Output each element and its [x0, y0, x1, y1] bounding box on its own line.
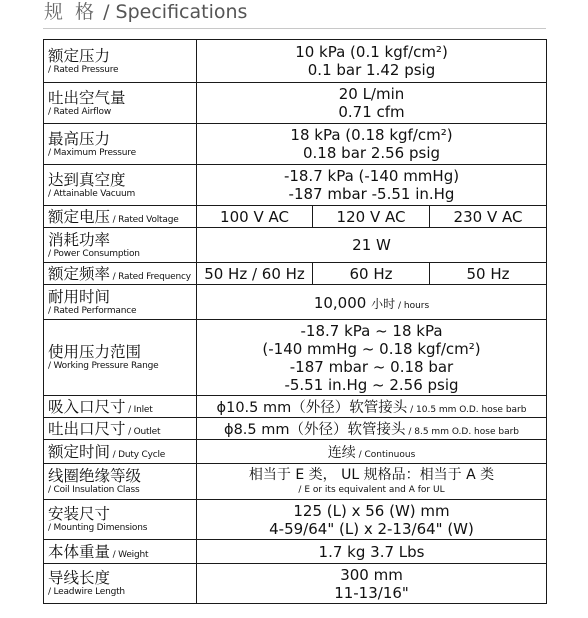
- table-row: [44, 206, 547, 228]
- row-label-rated-airflow: 吐出空气量 / Rated Airflow: [44, 83, 197, 124]
- heading-en: / Specifications: [97, 1, 248, 23]
- row-label-weight: 本体重量 / Weight: [44, 540, 197, 564]
- row-value-leadwire-length: 300 mm 11-13/16": [197, 564, 547, 604]
- row-label-inlet: 吸入口尺寸 / Inlet: [44, 396, 197, 418]
- table-row: [44, 83, 547, 124]
- table-row: [44, 540, 547, 564]
- specifications-heading: [44, 0, 247, 26]
- row-value-outlet: ϕ8.5 mm（外径）软管接头 / 8.5 mm O.D. hose barb: [197, 418, 547, 440]
- frequency-50hz: 50 Hz: [430, 263, 547, 285]
- frequency-60hz: 60 Hz: [313, 263, 430, 285]
- row-label-rated-frequency: 额定频率 / Rated Frequency: [44, 263, 197, 285]
- row-value-mounting-dimensions: 125 (L) x 56 (W) mm 4-59/64" (L) x 2-13/64" (W): [197, 500, 547, 540]
- table-row: [44, 500, 547, 540]
- row-label-attainable-vacuum: 达到真空度 / Attainable Vacuum: [44, 165, 197, 206]
- table-row: [44, 165, 547, 206]
- row-label-rated-pressure: 额定压力 / Rated Pressure: [44, 40, 197, 83]
- table-row: [44, 320, 547, 396]
- row-value-inlet: ϕ10.5 mm（外径）软管接头 / 10.5 mm O.D. hose barb: [197, 396, 547, 418]
- row-label-coil-insulation: 线圈绝缘等级 / Coil Insulation Class: [44, 464, 197, 500]
- table-row: [44, 285, 547, 320]
- table-row: [44, 564, 547, 604]
- table-row: [44, 396, 547, 418]
- heading-divider: [43, 28, 546, 29]
- voltage-230v: 230 V AC: [430, 206, 547, 228]
- table-row: [44, 418, 547, 440]
- row-value-coil-insulation: 相当于 E 类， UL 规格品：相当于 A 类 / E or its equivalent and A for UL: [197, 464, 547, 500]
- row-label-outlet: 吐出口尺寸 / Outlet: [44, 418, 197, 440]
- row-label-rated-voltage: 额定电压 / Rated Voltage: [44, 206, 197, 228]
- row-label-working-pressure-range: 使用压力范围 / Working Pressure Range: [44, 320, 197, 396]
- voltage-120v: 120 V AC: [313, 206, 430, 228]
- row-label-maximum-pressure: 最高压力 / Maximum Pressure: [44, 124, 197, 165]
- row-value-weight: 1.7 kg 3.7 Lbs: [197, 540, 547, 564]
- row-value-rated-airflow: 20 L/min 0.71 cfm: [197, 83, 547, 124]
- row-label-mounting-dimensions: 安装尺寸 / Mounting Dimensions: [44, 500, 197, 540]
- frequency-50-60hz: 50 Hz / 60 Hz: [197, 263, 313, 285]
- row-label-leadwire-length: 导线长度 / Leadwire Length: [44, 564, 197, 604]
- row-value-power-consumption: 21 W: [197, 228, 547, 263]
- table-row: [44, 464, 547, 500]
- row-value-attainable-vacuum: -18.7 kPa (-140 mmHg) -187 mbar -5.51 in.Hg: [197, 165, 547, 206]
- row-label-power-consumption: 消耗功率 / Power Consumption: [44, 228, 197, 263]
- table-row: [44, 40, 547, 83]
- row-value-duty-cycle: 连续 / Continuous: [197, 440, 547, 464]
- table-row: [44, 263, 547, 285]
- specifications-table: [43, 39, 547, 604]
- row-value-rated-pressure: 10 kPa (0.1 kgf/cm²) 0.1 bar 1.42 psig: [197, 40, 547, 83]
- row-value-maximum-pressure: 18 kPa (0.18 kgf/cm²) 0.18 bar 2.56 psig: [197, 124, 547, 165]
- row-label-rated-performance: 耐用时间 / Rated Performance: [44, 285, 197, 320]
- voltage-100v: 100 V AC: [197, 206, 313, 228]
- table-row: [44, 440, 547, 464]
- row-value-rated-performance: 10,000 小时 / hours: [197, 285, 547, 320]
- table-row: [44, 124, 547, 165]
- heading-cn: 规 格: [44, 1, 98, 23]
- row-label-duty-cycle: 额定时间 / Duty Cycle: [44, 440, 197, 464]
- table-row: [44, 228, 547, 263]
- row-value-working-pressure-range: -18.7 kPa ~ 18 kPa (-140 mmHg ~ 0.18 kgf/cm²) -187 mbar ~ 0.18 bar -5.51 in.Hg ~ 2.56 psig: [197, 320, 547, 396]
